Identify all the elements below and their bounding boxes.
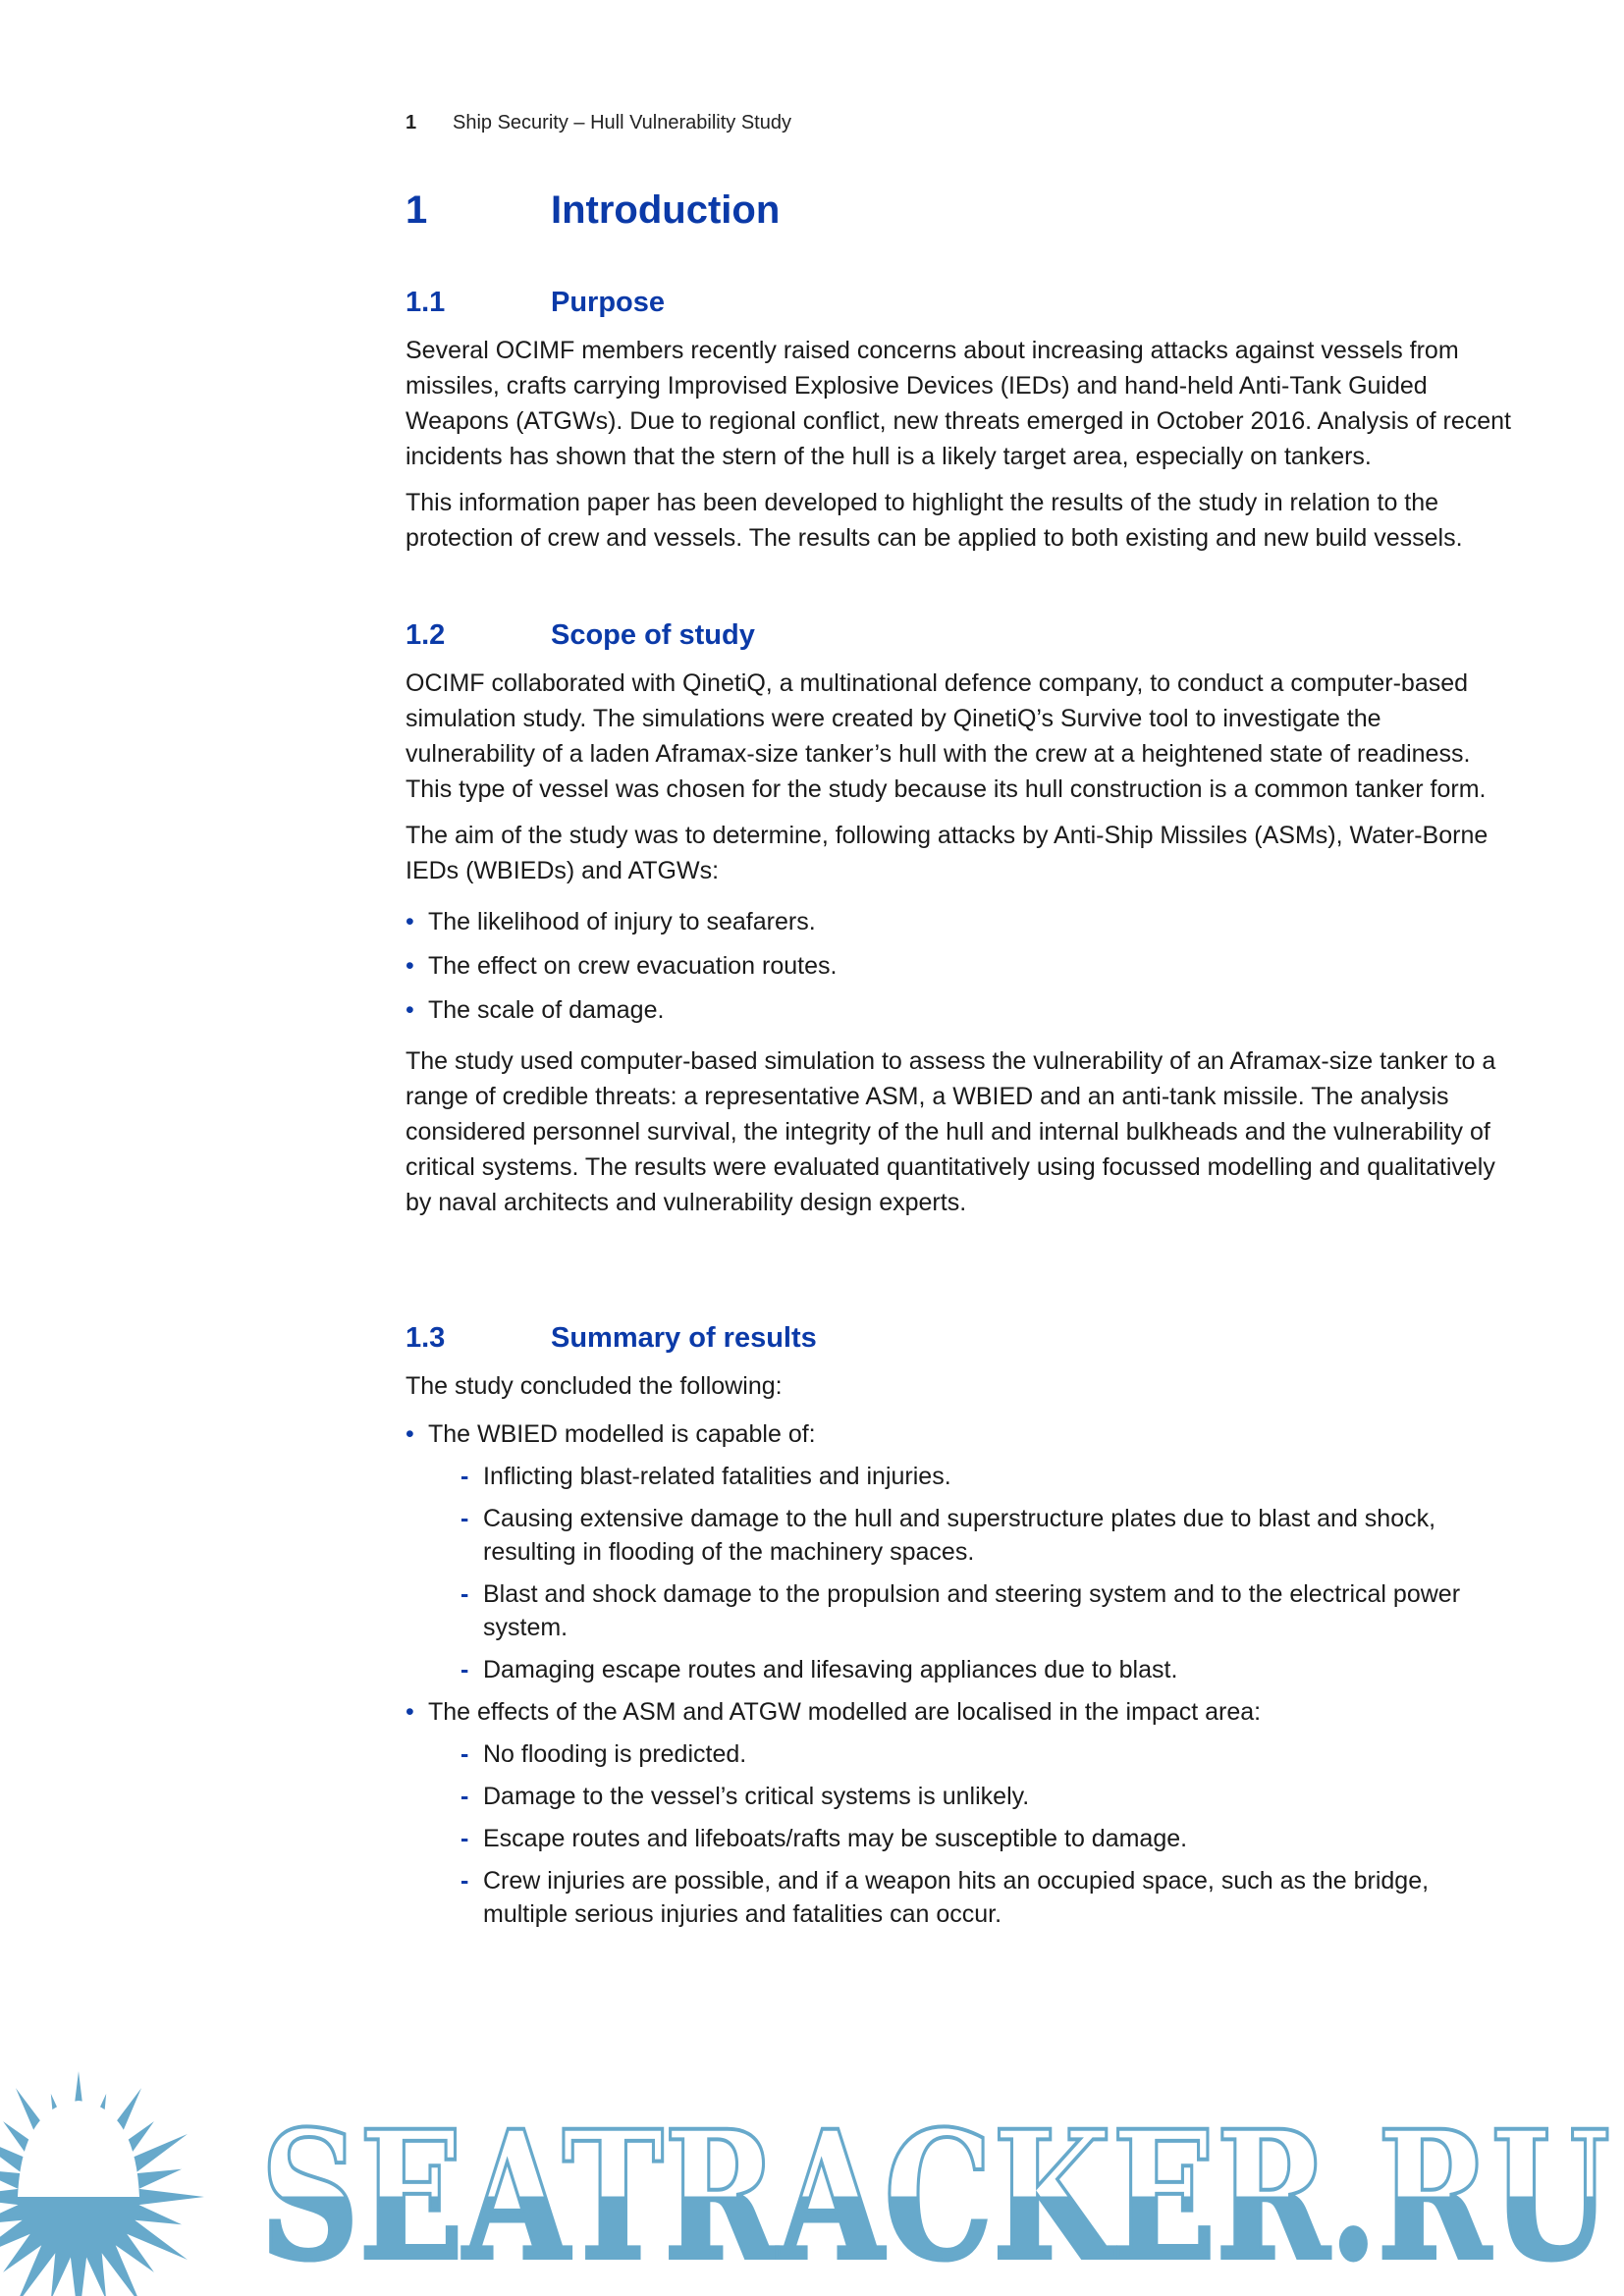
- section-number: 1.3: [406, 1322, 446, 1354]
- list-item: • The WBIED modelled is capable of:: [406, 1417, 1515, 1451]
- page-number: 1: [406, 112, 417, 133]
- section-summary: [406, 1322, 1515, 1931]
- sun-logo-icon: [0, 2071, 204, 2296]
- list-item: • The likelihood of injury to seafarers.: [406, 900, 1515, 944]
- section-number: 1.2: [406, 619, 446, 651]
- section-title: Summary of results: [551, 1322, 817, 1354]
- chapter-title: Introduction: [551, 188, 781, 232]
- running-header: [406, 112, 791, 134]
- section-scope: [406, 619, 1515, 1220]
- document-title: Ship Security – Hull Vulnerability Study: [453, 112, 791, 133]
- sub-list-item: - Escape routes and lifeboats/rafts may be susceptible to damage.: [406, 1822, 1515, 1855]
- paragraph: This information paper has been developed to highlight the results of the study in relation to the protection of crew and vessels. The results can be applied to both existing and new build vessels.: [406, 489, 1463, 552]
- paragraph: OCIMF collaborated with QinetiQ, a multinational defence company, to conduct a computer-based simulation study. The simulations were created by QinetiQ’s Survive tool to investigate the vulnerability of a laden Aframax-size tanker’s hull with the crew at a heightened state of readiness. This type of vessel was chosen for the study because its hull construction is a common tanker form.: [406, 669, 1487, 803]
- section-number: 1.1: [406, 287, 446, 318]
- chapter-number: 1: [406, 188, 428, 232]
- section-title: Scope of study: [551, 619, 755, 651]
- list-item: • The effect on crew evacuation routes.: [406, 944, 1515, 988]
- section-purpose: [406, 287, 1515, 556]
- paragraph: Several OCIMF members recently raised concerns about increasing attacks against vessels from missiles, crafts carrying Improvised Explosive Devices (IEDs) and hand-held Anti-Tank Guided Weapons (ATGWs). Due to regional conflict, new threats emerged in October 2016. Analysis of recent incidents has shown that the stern of the hull is a likely target area, especially on tankers.: [406, 337, 1512, 470]
- sub-list-item: - Crew injuries are possible, and if a weapon hits an occupied space, such as the bridge, multiple serious injuries and fatalities can occur.: [406, 1864, 1515, 1931]
- paragraph: The study used computer-based simulation to assess the vulnerability of an Aframax-size tanker to a range of credible threats: a representative ASM, a WBIED and an anti-tank missile. The analysis considered personnel survival, the integrity of the hull and internal bulkheads and the vulnerability of critical systems. The results were evaluated quantitatively using focussed modelling and qualitatively by naval architects and vulnerability design experts.: [406, 1047, 1496, 1216]
- sub-list-item: - No flooding is predicted.: [406, 1737, 1515, 1771]
- bullet-list: [406, 1417, 1515, 1931]
- sub-list-item: - Causing extensive damage to the hull and superstructure plates due to blast and shock, resulting in flooding of the machinery spaces.: [406, 1502, 1515, 1569]
- seatracker-watermark: [0, 2061, 1624, 2296]
- list-item: • The effects of the ASM and ATGW modelled are localised in the impact area:: [406, 1695, 1515, 1729]
- section-title: Purpose: [551, 287, 666, 318]
- sub-list-item: - Blast and shock damage to the propulsion and steering system and to the electrical power system.: [406, 1577, 1515, 1644]
- list-item: • The scale of damage.: [406, 988, 1515, 1033]
- sub-list-item: - Damaging escape routes and lifesaving appliances due to blast.: [406, 1653, 1515, 1686]
- paragraph: The study concluded the following:: [406, 1372, 783, 1400]
- paragraph: The aim of the study was to determine, following attacks by Anti-Ship Missiles (ASMs), Water-Borne IEDs (WBIEDs) and ATGWs:: [406, 822, 1489, 884]
- sub-list-item: - Damage to the vessel’s critical systems is unlikely.: [406, 1780, 1515, 1813]
- bullet-list: [406, 900, 1515, 1033]
- watermark-text: SEATRACKER.RU: [260, 2093, 1610, 2296]
- chapter-heading: [406, 188, 1515, 233]
- sub-list-item: - Inflicting blast-related fatalities and injuries.: [406, 1460, 1515, 1493]
